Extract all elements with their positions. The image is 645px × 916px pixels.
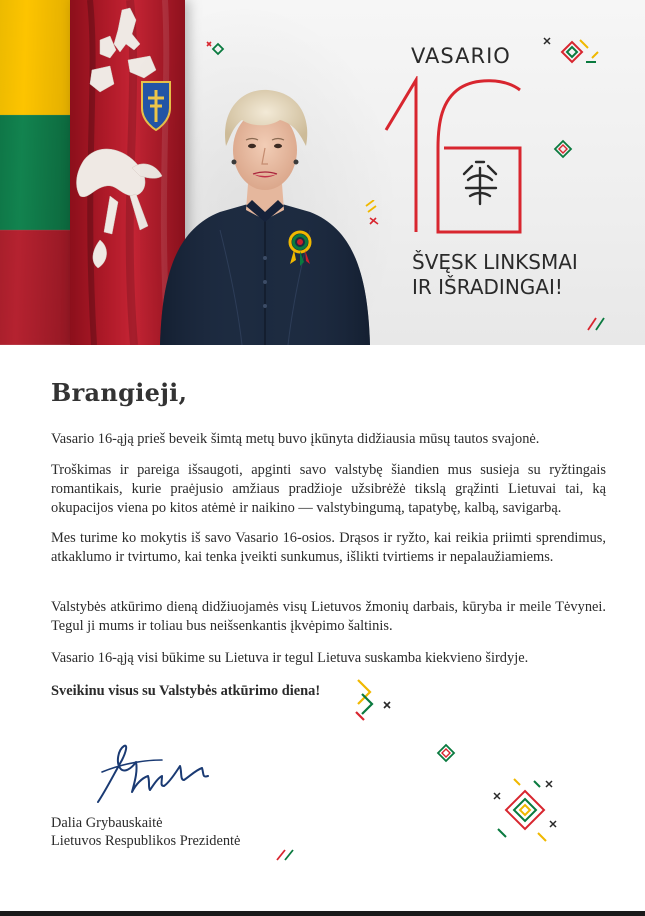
signer-name: Dalia Grybauskaitė bbox=[51, 815, 163, 831]
paragraph-3: Mes turime ko mokytis iš savo Vasario 16-osios. Drąsos ir ryžto, kai reikia priimti sprendimus, atkaklumo ir tvirtumo, kai tenka įveikti sunkumus, išlikti tvirtiems ir nepalaužiamiems. bbox=[51, 530, 606, 565]
vasario-title: VASARIO bbox=[411, 44, 511, 68]
slash-icon bbox=[364, 200, 386, 226]
diamond-icon bbox=[552, 138, 574, 160]
diamond-icon bbox=[435, 742, 457, 764]
bottom-bar bbox=[0, 911, 645, 916]
chevron-icon bbox=[352, 678, 394, 722]
slogan bbox=[412, 250, 578, 300]
slash-icon bbox=[275, 846, 299, 862]
ornament-icon bbox=[490, 775, 560, 845]
hero-banner bbox=[0, 0, 645, 345]
slogan-line-2: IR IŠRADINGAI! bbox=[412, 275, 563, 299]
paragraph-2: Troškimas ir pareiga išsaugoti, apginti savo valstybę šiandien mus susieja su ryžtingais romantikais, kurie praėjusio amžiaus pradžioje užsibrėžė tikslą grąžinti Lietuvai tai, ką okupacijos viena po kitos atėmė ir naikino — valstybingumą, tapatybę, kalbą, savigarbą. bbox=[51, 462, 606, 516]
paragraph-4: Valstybės atkūrimo dieną didžiuojamės visų Lietuvos žmonių darbais, kūryba ir meile Tėvynei. Tegul ji mums ir toliau bus neišsenkantis įkvėpimo šaltinis. bbox=[51, 599, 606, 634]
gediminas-mark bbox=[464, 162, 496, 204]
sixteen-logo bbox=[380, 76, 540, 236]
closing-line: Sveikinu visus su Valstybės atkūrimo diena! bbox=[51, 683, 321, 699]
letter-greeting: Brangieji, bbox=[51, 378, 188, 407]
slogan-line-1: ŠVĘSK LINKSMAI bbox=[412, 250, 578, 274]
slash-icon bbox=[586, 314, 612, 332]
diamond-cluster-icon bbox=[540, 32, 610, 72]
diamond-icon bbox=[203, 40, 227, 58]
president-portrait bbox=[150, 80, 380, 345]
signer-block bbox=[51, 814, 240, 850]
signature-icon bbox=[92, 738, 217, 806]
signer-title: Lietuvos Respublikos Prezidentė bbox=[51, 833, 241, 849]
paragraph-1: Vasario 16-ąją prieš beveik šimtą metų buvo įkūnyta didžiausia mūsų tautos svajonė. bbox=[51, 431, 540, 447]
portrait-illustration bbox=[150, 80, 380, 345]
paragraph-5: Vasario 16-ąją visi būkime su Lietuva ir tegul Lietuva suskamba kiekvieno širdyje. bbox=[51, 650, 529, 666]
